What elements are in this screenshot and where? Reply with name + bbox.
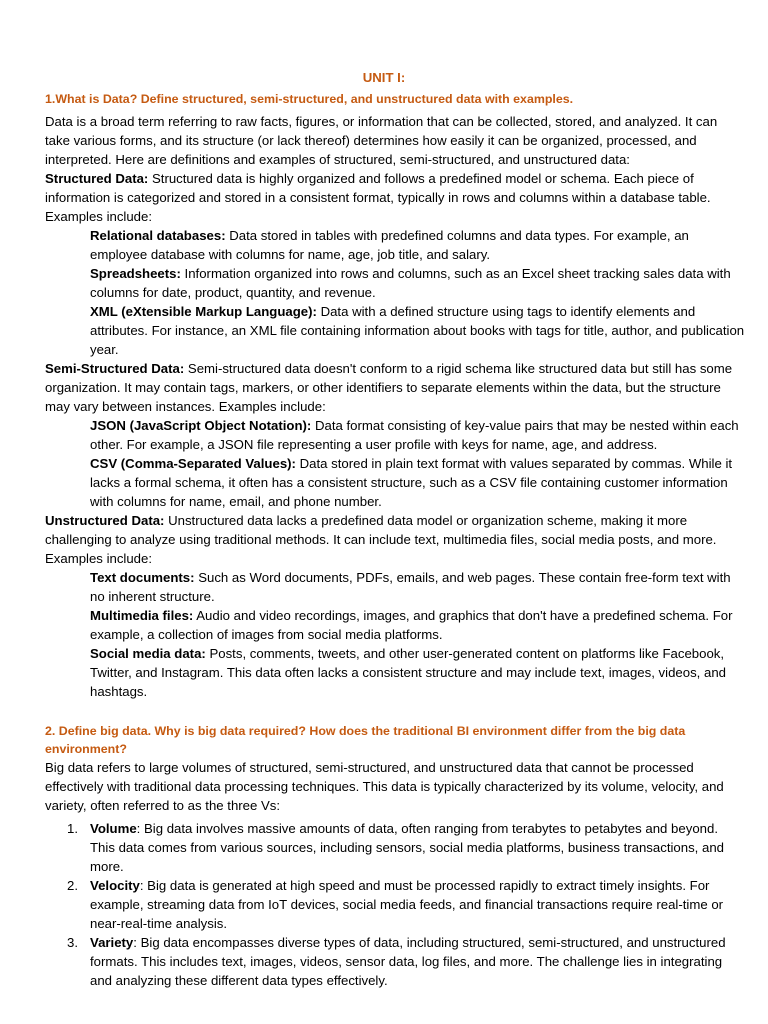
unstructured-example	[45, 606, 745, 644]
question-1-heading: 1.What is Data? Define structured, semi-structured, and unstructured data with examples.	[45, 92, 574, 106]
list-number: 2.	[67, 878, 78, 893]
unstructured-paragraph	[45, 511, 745, 568]
structured-label: Structured Data:	[45, 171, 149, 186]
list-text: : Big data involves massive amounts of data, often ranging from terabytes to petabytes and beyond. This data comes from various sources, including sensors, social media platforms, business transactions, and more.	[90, 821, 725, 874]
example-text: Data format consisting of key-value pairs that may be nested within each other. For example, a JSON file representing a user profile with keys for name, age, and address.	[90, 418, 739, 452]
list-text: : Big data is generated at high speed and must be processed rapidly to extract timely insights. For example, streaming data from IoT devices, social media feeds, and financial transactions require real-time or near-real-time analysis.	[90, 878, 724, 931]
unstructured-example	[45, 644, 745, 701]
list-label: Variety	[90, 935, 134, 950]
example-label: XML (eXtensible Markup Language):	[90, 304, 317, 319]
list-item	[45, 933, 745, 990]
example-label: Multimedia files:	[90, 608, 194, 623]
list-label: Velocity	[90, 878, 140, 893]
example-label: Text documents:	[90, 570, 195, 585]
example-label: Spreadsheets:	[90, 266, 181, 281]
structured-example	[45, 264, 745, 302]
unstructured-text: Unstructured data lacks a predefined data model or organization scheme, making it more challenging to analyze using traditional methods. It can include text, multimedia files, social media posts, and more. Examples include:	[45, 513, 717, 566]
list-item	[45, 876, 745, 933]
unstructured-label: Unstructured Data:	[45, 513, 165, 528]
question-2-heading: 2. Define big data. Why is big data required? How does the traditional BI environment differ from the big data environment?	[45, 724, 686, 756]
list-number: 3.	[67, 935, 78, 950]
example-label: Relational databases:	[90, 228, 226, 243]
structured-paragraph	[45, 169, 745, 226]
unit-title: UNIT I:	[362, 70, 406, 85]
question-1-body	[45, 112, 745, 701]
semi-structured-example	[45, 416, 745, 454]
list-text: : Big data encompasses diverse types of data, including structured, semi-structured, and unstructured formats. This includes text, images, videos, sensor data, log files, and more. The challenge lies in integrating and analyzing these different data types effectively.	[90, 935, 726, 988]
example-text: Posts, comments, tweets, and other user-generated content on platforms like Facebook, Twitter, and Instagram. This data often lacks a consistent structure and may include text, images, videos, and hashtags.	[90, 646, 727, 699]
structured-text: Structured data is highly organized and follows a predefined model or schema. Each piece of information is categorized and stored in a consistent format, typically in rows and columns within a database table. Examples include:	[45, 171, 711, 224]
example-text: Such as Word documents, PDFs, emails, and web pages. These contain free-form text with no inherent structure.	[90, 570, 731, 604]
semi-structured-example	[45, 454, 745, 511]
example-label: CSV (Comma-Separated Values):	[90, 456, 296, 471]
example-text: Data stored in plain text format with values separated by commas. While it lacks a formal schema, it often has a consistent structure, such as a CSV file containing customer information with columns for name, email, and phone number.	[90, 456, 733, 509]
q1-intro: Data is a broad term referring to raw facts, figures, or information that can be collected, stored, and analyzed. It can take various forms, and its structure (or lack thereof) determines how easily it can be organized, processed, and interpreted. Here are definitions and examples of structured, semi-structured, and unstructured data:	[45, 114, 718, 167]
example-text: Data with a defined structure using tags to identify elements and attributes. For instance, an XML file containing information about books with tags for title, author, and publication year.	[90, 304, 745, 357]
structured-example	[45, 302, 745, 359]
semi-structured-paragraph	[45, 359, 745, 416]
semi-structured-label: Semi-Structured Data:	[45, 361, 185, 376]
example-text: Audio and video recordings, images, and graphics that don't have a predefined schema. For example, a collection of images from social media platforms.	[90, 608, 733, 642]
example-label: Social media data:	[90, 646, 206, 661]
structured-example	[45, 226, 745, 264]
list-label: Volume	[90, 821, 137, 836]
example-text: Data stored in tables with predefined columns and data types. For example, an employee database with columns for name, age, job title, and salary.	[90, 228, 689, 262]
unstructured-example	[45, 568, 745, 606]
example-label: JSON (JavaScript Object Notation):	[90, 418, 312, 433]
list-item	[45, 819, 745, 876]
question-2-body	[45, 758, 745, 990]
list-number: 1.	[67, 821, 78, 836]
q2-intro: Big data refers to large volumes of structured, semi-structured, and unstructured data that cannot be processed effectively with traditional data processing techniques. This data is typically characterized by its volume, velocity, and variety, often referred to as the three Vs:	[45, 760, 724, 813]
example-text: Information organized into rows and columns, such as an Excel sheet tracking sales data with columns for date, product, quantity, and revenue.	[90, 266, 731, 300]
semi-structured-text: Semi-structured data doesn't conform to a rigid schema like structured data but still has some organization. It may contain tags, markers, or other identifiers to separate elements within the data, but the structure may vary between instances. Examples include:	[45, 361, 733, 414]
three-vs-list	[45, 819, 745, 990]
